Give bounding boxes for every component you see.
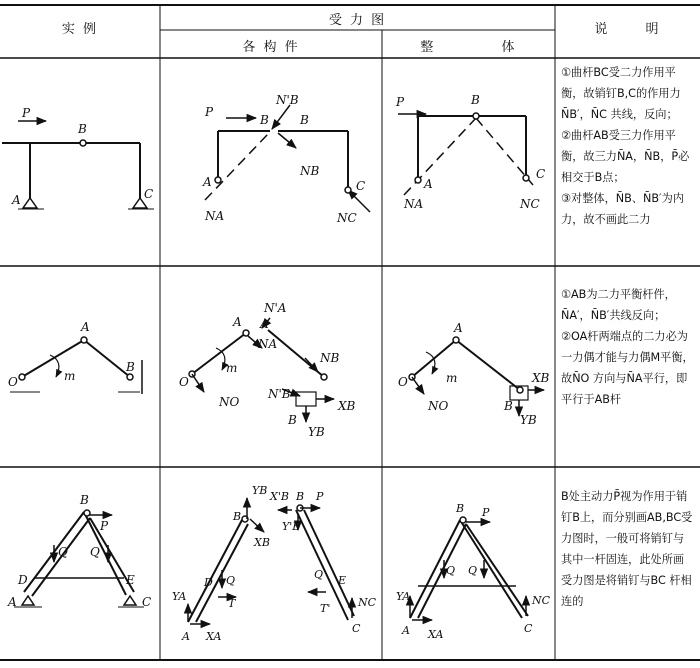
svg-text:X'B: X'B xyxy=(270,490,289,503)
header-example: 实 例 xyxy=(61,22,99,37)
svg-text:P: P xyxy=(205,105,214,119)
svg-text:C: C xyxy=(142,595,152,609)
svg-text:E: E xyxy=(338,574,347,587)
header-explanation: 说 明 xyxy=(594,22,661,37)
svg-text:A: A xyxy=(233,315,242,329)
svg-text:B: B xyxy=(80,493,89,507)
svg-text:A: A xyxy=(81,320,90,334)
row2-note-2: ②OA杆两端点的二力必为一力偶才能与力偶M平衡，故N̄O 方向与N̄A平行，即平行于AB杆 xyxy=(561,330,694,406)
svg-text:T: T xyxy=(228,597,236,610)
svg-text:Q: Q xyxy=(90,545,100,559)
svg-text:B: B xyxy=(296,490,305,503)
svg-text:A: A xyxy=(8,595,17,609)
svg-text:XB: XB xyxy=(532,371,550,385)
svg-text:B: B xyxy=(233,510,242,523)
svg-text:m: m xyxy=(446,371,458,385)
svg-text:A: A xyxy=(402,624,410,637)
svg-text:B: B xyxy=(288,413,297,427)
row2-whole-labels xyxy=(398,321,550,427)
svg-text:T': T' xyxy=(320,602,331,615)
svg-text:YA: YA xyxy=(396,590,411,603)
row3-example xyxy=(14,510,144,607)
svg-text:B: B xyxy=(456,502,465,515)
svg-text:NB: NB xyxy=(320,351,340,365)
svg-text:P: P xyxy=(316,490,324,503)
svg-text:NA: NA xyxy=(258,337,278,351)
svg-text:P: P xyxy=(22,106,31,120)
svg-text:NO: NO xyxy=(219,395,240,409)
svg-text:N'B: N'B xyxy=(268,387,291,401)
svg-text:C: C xyxy=(144,187,154,201)
svg-text:O: O xyxy=(8,375,18,389)
svg-text:Q: Q xyxy=(314,568,324,581)
row1-note-2: ②曲杆AB受三力作用平衡，故三力N̄A，N̄B，P̄必相交于B点； xyxy=(561,129,690,184)
svg-text:XA: XA xyxy=(206,630,222,643)
svg-text:NC: NC xyxy=(532,594,551,607)
svg-text:m: m xyxy=(226,361,238,375)
row2-note-1: ①AB为二力平衡杆件，N̄A′，N̄B′共线反向； xyxy=(561,288,676,322)
svg-text:E: E xyxy=(126,573,135,587)
svg-text:P: P xyxy=(482,506,490,519)
svg-text:XA: XA xyxy=(428,628,444,641)
svg-text:NA: NA xyxy=(205,209,225,223)
svg-text:A: A xyxy=(454,321,463,335)
svg-text:O: O xyxy=(179,375,189,389)
svg-text:P: P xyxy=(396,95,405,109)
svg-text:Q: Q xyxy=(226,574,236,587)
row2-example xyxy=(10,337,142,394)
svg-text:C: C xyxy=(524,622,533,635)
row2-example-labels xyxy=(8,320,135,389)
row1-note-3: ③对整体，N̄B、N̄B′为内力，故不画此二力 xyxy=(561,192,684,226)
svg-text:C: C xyxy=(352,622,361,635)
svg-text:B: B xyxy=(504,399,513,413)
header-members: 各 构 件 xyxy=(242,40,300,55)
svg-text:C: C xyxy=(536,167,546,181)
svg-text:YB: YB xyxy=(520,413,537,427)
svg-text:YA: YA xyxy=(172,590,187,603)
svg-text:A: A xyxy=(203,175,212,189)
svg-text:O: O xyxy=(398,375,408,389)
svg-text:m: m xyxy=(64,369,76,383)
svg-text:B: B xyxy=(300,113,309,127)
svg-text:NA: NA xyxy=(404,197,424,211)
row3-notes xyxy=(561,486,695,612)
svg-text:XB: XB xyxy=(338,399,356,413)
svg-text:YB: YB xyxy=(252,484,268,497)
row3-members-labels xyxy=(172,484,377,643)
row1-note-1: ①曲杆BC受二力作用平衡，故销钉B,C的作用力N̄B′，N̄C 共线，反向； xyxy=(561,66,681,121)
svg-text:Q: Q xyxy=(58,545,68,559)
svg-text:D: D xyxy=(204,576,213,589)
row2-members-labels xyxy=(179,301,356,439)
svg-text:C: C xyxy=(356,179,366,193)
svg-text:NB: NB xyxy=(300,164,320,178)
svg-text:A: A xyxy=(424,177,433,191)
svg-text:Q: Q xyxy=(446,564,456,577)
row3-example-labels xyxy=(7,493,151,609)
svg-text:NC: NC xyxy=(520,197,540,211)
svg-text:B: B xyxy=(126,360,135,374)
svg-text:B: B xyxy=(471,93,480,107)
row2-members xyxy=(189,318,334,422)
svg-text:Y'B: Y'B xyxy=(282,520,301,533)
svg-text:XB: XB xyxy=(254,536,270,549)
svg-text:D: D xyxy=(18,573,28,587)
row1-whole xyxy=(398,113,533,195)
svg-text:B: B xyxy=(78,122,87,136)
header-whole: 整 体 xyxy=(420,40,517,55)
svg-text:YB: YB xyxy=(308,425,325,439)
row1-notes xyxy=(561,62,695,230)
svg-text:P: P xyxy=(100,519,109,533)
svg-text:NO: NO xyxy=(428,399,449,413)
svg-text:A: A xyxy=(182,630,190,643)
svg-text:A: A xyxy=(12,193,21,207)
svg-text:B: B xyxy=(260,113,269,127)
row2-notes xyxy=(561,284,695,410)
row3-note-1: B处主动力P̄视为作用于销钉B上，而分别画AB,BC受力图时，一般可将销钉与其中一杆固连，此处所画受力图是将销钉与BC 杆相连的 xyxy=(561,490,693,608)
header-force-diagram: 受 力 图 xyxy=(328,13,387,28)
svg-text:N'A: N'A xyxy=(264,301,287,315)
svg-text:Q: Q xyxy=(468,564,478,577)
svg-text:A: A xyxy=(260,317,269,331)
svg-text:NC: NC xyxy=(337,211,357,225)
svg-text:N'B: N'B xyxy=(276,93,299,107)
svg-text:NC: NC xyxy=(358,596,377,609)
row1-members xyxy=(205,105,370,212)
